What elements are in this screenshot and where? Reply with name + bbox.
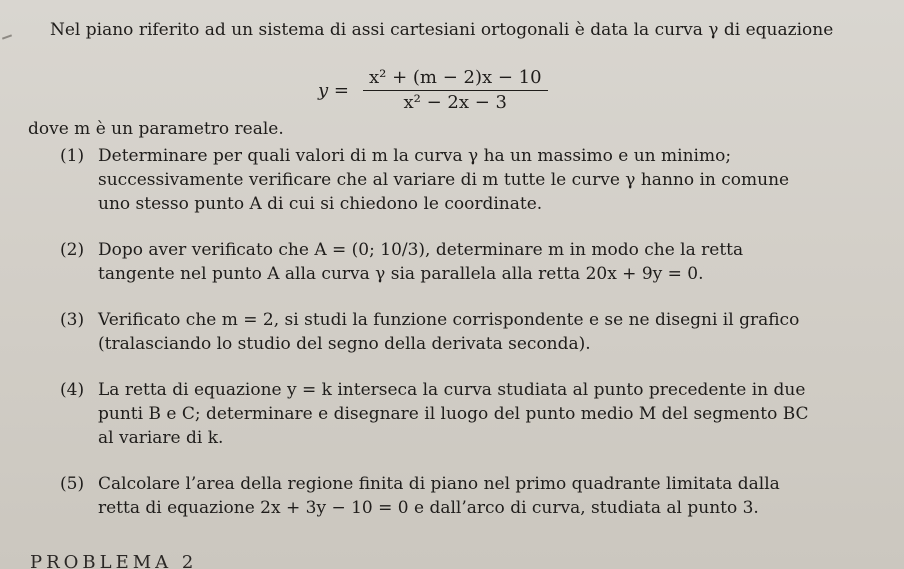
exercise-number: (4) xyxy=(60,380,85,400)
exercise-number: (2) xyxy=(60,240,85,260)
exercise-text: Calcolare l’area della regione finita di piano nel primo quadrante limitata dalla retta di equazione 2x + 3y − 10 = 0 e dall’arco di curva, studiata al punto 3. xyxy=(98,474,780,518)
margin-mark xyxy=(2,34,12,39)
equation-numerator: x² + (m − 2)x − 10 xyxy=(368,67,542,88)
exercise-item xyxy=(60,308,820,356)
exercise-text: Determinare per quali valori di m la curva γ ha un massimo e un minimo; successivamente verificare che al variare di m tutte le curve γ hanno in comune uno stesso punto A di cui si chiedono le coordinate. xyxy=(98,146,790,214)
intro-text: Nel piano riferito ad un sistema di assi cartesiani ortogonali è data la curva γ di equazione xyxy=(50,20,834,40)
exercise-text: Verificato che m = 2, si studi la funzione corrispondente e se ne disegni il grafico (tralasciando lo studio del segno della derivata seconda). xyxy=(98,310,800,354)
curve-equation xyxy=(318,66,548,115)
exercise-list xyxy=(60,144,820,542)
exercise-text: Dopo aver verificato che A = (0; 10/3), determinare m in modo che la retta tangente nel punto A alla curva γ sia parallela alla retta 20x + 9y = 0. xyxy=(98,240,744,284)
exercise-item xyxy=(60,472,820,520)
exercise-number: (1) xyxy=(60,146,85,166)
equation-fraction xyxy=(363,66,548,115)
exercise-number: (3) xyxy=(60,310,85,330)
equation-denominator: x² − 2x − 3 xyxy=(403,92,508,113)
exercise-text: La retta di equazione y = k interseca la curva studiata al punto precedente in due punti B e C; determinare e disegnare il luogo del punto medio M del segmento BC al variare di k. xyxy=(98,380,809,448)
intro-paragraph xyxy=(28,17,878,43)
exercise-number: (5) xyxy=(60,474,85,494)
parameter-note: dove m è un parametro reale. xyxy=(28,119,284,139)
equation-lhs: y = xyxy=(318,80,349,101)
exercise-item xyxy=(60,238,820,286)
next-problem-heading: PROBLEMA 2 xyxy=(30,552,198,569)
exercise-item xyxy=(60,378,820,450)
exercise-item xyxy=(60,144,820,216)
